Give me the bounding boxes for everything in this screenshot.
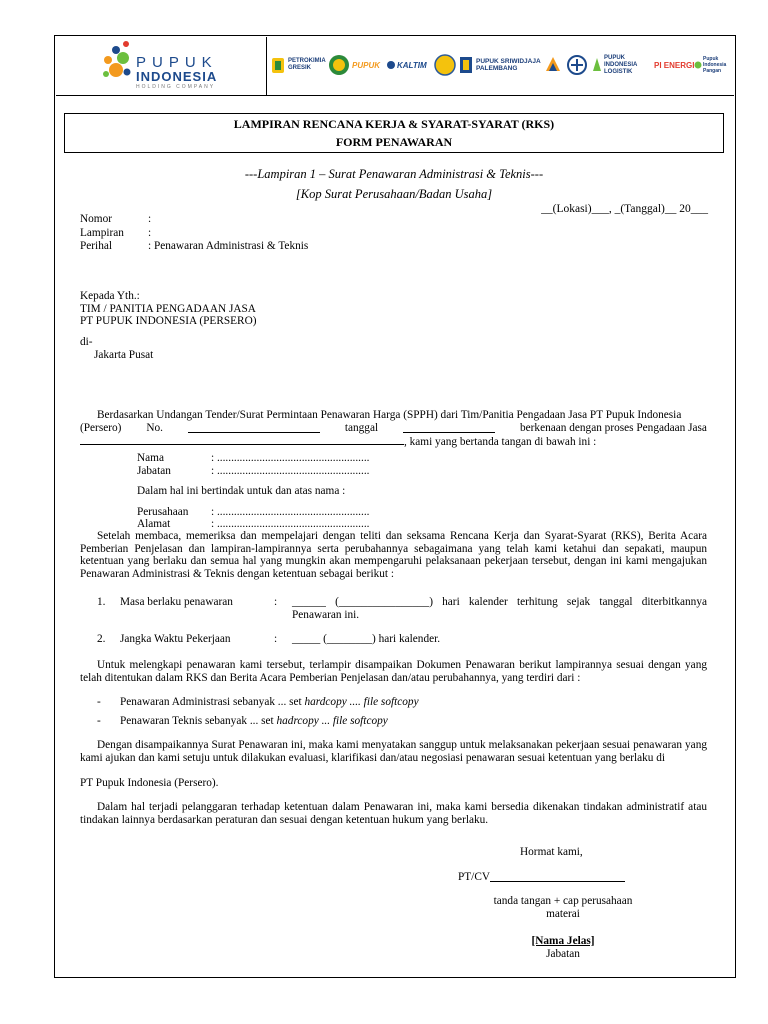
intro-no: No. (146, 421, 163, 434)
ttd-note (468, 895, 658, 920)
ttd-line1: tanda tangan + cap perusahaan (493, 895, 633, 907)
item2-label: Jangka Waktu Pekerjaan (120, 633, 231, 645)
bullet-dash: - (97, 696, 101, 708)
kaltim-logo-icon (386, 60, 396, 70)
signer-block (468, 935, 658, 960)
item1-number: 1. (97, 596, 106, 608)
header-rule (56, 95, 734, 96)
item2-colon: : (274, 633, 278, 645)
subsidiary-pusri (459, 52, 556, 78)
lampiran-value: : (148, 226, 152, 239)
header-divider (266, 37, 267, 95)
bullet2-italic: hadrcopy ... file softcopy (276, 715, 388, 727)
brand-line1: PUPUK (136, 54, 218, 71)
subsidiary-name: KALTIM (397, 60, 427, 70)
signer-title: Jabatan (546, 947, 580, 960)
perihal-label: Perihal (80, 240, 112, 252)
lampiran-subtitle: ---Lampiran 1 – Surat Penawaran Administrasi & Teknis--- (244, 167, 544, 181)
recipient-block (80, 290, 257, 362)
item2-value: _____ (________) hari kalender. (292, 633, 441, 645)
intro-line2 (80, 422, 707, 435)
subsidiary-kaltim (386, 52, 427, 78)
iskandar-muda-logo-icon (434, 54, 456, 76)
paragraph-sanggup: Dengan disampaikannya Surat Penawaran ini, maka kami menyatakan sanggup untuk melaksanakan pekerjaan sesuai penawaran yang kami ajukan dan kami setuju untuk dilakukan evaluasi, klarifikasi dan/atau negosiasi penawaran sesuai ketentuan yang berlaku di (80, 739, 707, 764)
pusri-logo-icon (459, 55, 473, 75)
title-line2: FORM PENAWARAN (335, 135, 453, 149)
perihal-value: : Penawaran Administrasi & Teknis (148, 240, 309, 252)
recipient-city: Jakarta Pusat (94, 349, 154, 361)
bullet1-text: Penawaran Administrasi sebanyak ... set (120, 696, 305, 708)
intro-line3 (80, 434, 707, 449)
alamat-value: : ...................................................... (211, 518, 370, 530)
intro-tanggal: tanggal (344, 421, 379, 434)
pangan-logo-icon (694, 59, 702, 71)
brand-wordmark (136, 55, 218, 90)
subsidiary-petrokimia (270, 52, 326, 78)
nomor-label: Nomor (80, 213, 113, 225)
intro-kami: , kami yang bertanda tangan di bawah ini : (404, 436, 597, 448)
paragraph-sanggup-end: PT Pupuk Indonesia (Persero). (80, 777, 219, 789)
tanggal-blank (403, 422, 495, 433)
hormat-kami: Hormat kami, (520, 846, 583, 858)
kop-surat: [Kop Surat Perusahaan/Badan Usaha] (295, 187, 493, 201)
intro-paragraph (80, 409, 707, 449)
subsidiary-name: PETROKIMIA GRESIK (288, 58, 326, 71)
ptcv-line (458, 870, 625, 883)
bullet-teknis (97, 715, 388, 728)
paragraph-ketentuan: Setelah membaca, memeriksa dan mempelajari dengan teliti dan seksama Rencana Kerja dan Syarat-Syarat (RKS), Berita Acara Pemberian Penjelasan dan lampiran-lampirannya serta perubahannya sebagaimana yang telah kami ketahui dan sepakati, maupun ketentuan yang berlaku dan semua hal yang mungkin akan mempengaruhi pelaksanaan pekerjaan tersebut, dengan ini kami mengajukan Penawaran Administrasi & Teknis dengan ketentuan sebagai berikut : (80, 530, 707, 580)
letter-meta (80, 213, 308, 254)
bullet1-italic: hardcopy .... file softcopy (304, 696, 419, 708)
ptcv-label: PT/CV (458, 871, 491, 883)
petrokimia-logo-icon (270, 55, 286, 75)
item1-value: ______ (________________) hari kalender terhitung sejak tanggal diterbitkannya Penawaran ini. (292, 596, 707, 621)
subsidiary-name: PUPUK INDONESIA LOGISTIK (604, 54, 638, 75)
nomor-blank (188, 422, 320, 433)
brand-line2: INDONESIA (136, 69, 218, 84)
recipient-line2: PT PUPUK INDONESIA (PERSERO) (80, 315, 257, 327)
subsidiary-logistik (592, 52, 652, 78)
intro-persero: (Persero) (80, 421, 122, 434)
brand-line3: HOLDING COMPANY (136, 84, 216, 90)
recipient-kepada: Kepada Yth.: (80, 290, 140, 302)
intro-line1: Berdasarkan Undangan Tender/Surat Permintaan Penawaran Harga (SPPH) dari Tim/Panitia Pengadaan Jasa PT Pupuk Indonesia (97, 409, 682, 421)
lokasi-tanggal: __(Lokasi)___, _(Tanggal)__ 20___ (541, 203, 708, 215)
lampiran-label: Lampiran (80, 226, 124, 239)
nomor-value: : (148, 213, 152, 225)
subsidiary-name: PUPUK SRIWIDJAJA PALEMBANG (476, 58, 541, 72)
subsidiary-rekind (544, 52, 562, 78)
pengadaan-blank (80, 434, 404, 445)
paragraph-dokumen: Untuk melengkapi penawaran kami tersebut, terlampir disampaikan Dokumen Penawaran berikut lampirannya sesuai dengan yang telah ditentukan dalam RKS dan Berita Acara Pemberian Penjelasan dan/atau perubahannya, yang terdiri dari : (80, 659, 707, 684)
recipient-di: di- (80, 335, 93, 348)
subsidiary-pi-energi (654, 52, 694, 78)
intro-berkenaan: berkenaan dengan proses Pengadaan Jasa (520, 421, 707, 434)
perusahaan-value: : ...................................................... (211, 505, 370, 518)
rekind-logo-icon (544, 55, 562, 75)
bullet-administrasi (97, 696, 419, 709)
title-box (64, 113, 724, 153)
jabatan-value: : ...................................................... (211, 464, 370, 477)
utilitas-logo-icon (566, 54, 588, 76)
subsidiary-name: PI ENERGI (654, 60, 695, 70)
title-line1: LAMPIRAN RENCANA KERJA & SYARAT-SYARAT (RKS) (233, 117, 555, 131)
subsidiary-pupuk-kujang (328, 52, 350, 78)
item1-label: Masa berlaku penawaran (120, 596, 233, 608)
logistik-logo-icon (592, 57, 602, 73)
perusahaan-label: Perusahaan (137, 505, 189, 518)
subsidiary-iskandar-muda (434, 52, 456, 78)
nama-label: Nama (137, 452, 164, 464)
subsidiary-pangan (694, 52, 729, 78)
subsidiary-pupuk-indonesia-utilitas (566, 52, 588, 78)
item2-number: 2. (97, 633, 106, 645)
ttd-line2: materai (546, 907, 580, 920)
bertindak-text: Dalam hal ini bertindak untuk dan atas nama : (137, 485, 346, 497)
paragraph-pelanggaran: Dalam hal terjadi pelanggaran terhadap ketentuan dalam Penawaran ini, maka kami bersedia dikenakan tindakan administratif atau tindakan lainnya berdasarkan peraturan dan sesuai dengan ketentuan hukum yang berlaku. (80, 801, 707, 826)
nama-value: : ...................................................... (211, 452, 370, 464)
subsidiary-name: Pupuk Indonesia Pangan (703, 56, 727, 74)
kujang-logo-icon (328, 54, 350, 76)
pupuk-indonesia-logo-icon (96, 38, 136, 88)
subsidiary-pupuk (352, 52, 380, 78)
alamat-label: Alamat (137, 518, 171, 530)
item1-colon: : (274, 596, 278, 608)
jabatan-label: Jabatan (137, 464, 171, 477)
bullet2-text: Penawaran Teknis sebanyak ... set (120, 715, 277, 727)
identity-block (137, 452, 369, 531)
subsidiary-name: PUPUK (352, 60, 381, 70)
ptcv-blank (490, 870, 625, 882)
recipient-line1: TIM / PANITIA PENGADAAN JASA (80, 302, 256, 315)
signer-name: [Nama Jelas] (531, 935, 595, 947)
bullet-dash: - (97, 715, 101, 727)
